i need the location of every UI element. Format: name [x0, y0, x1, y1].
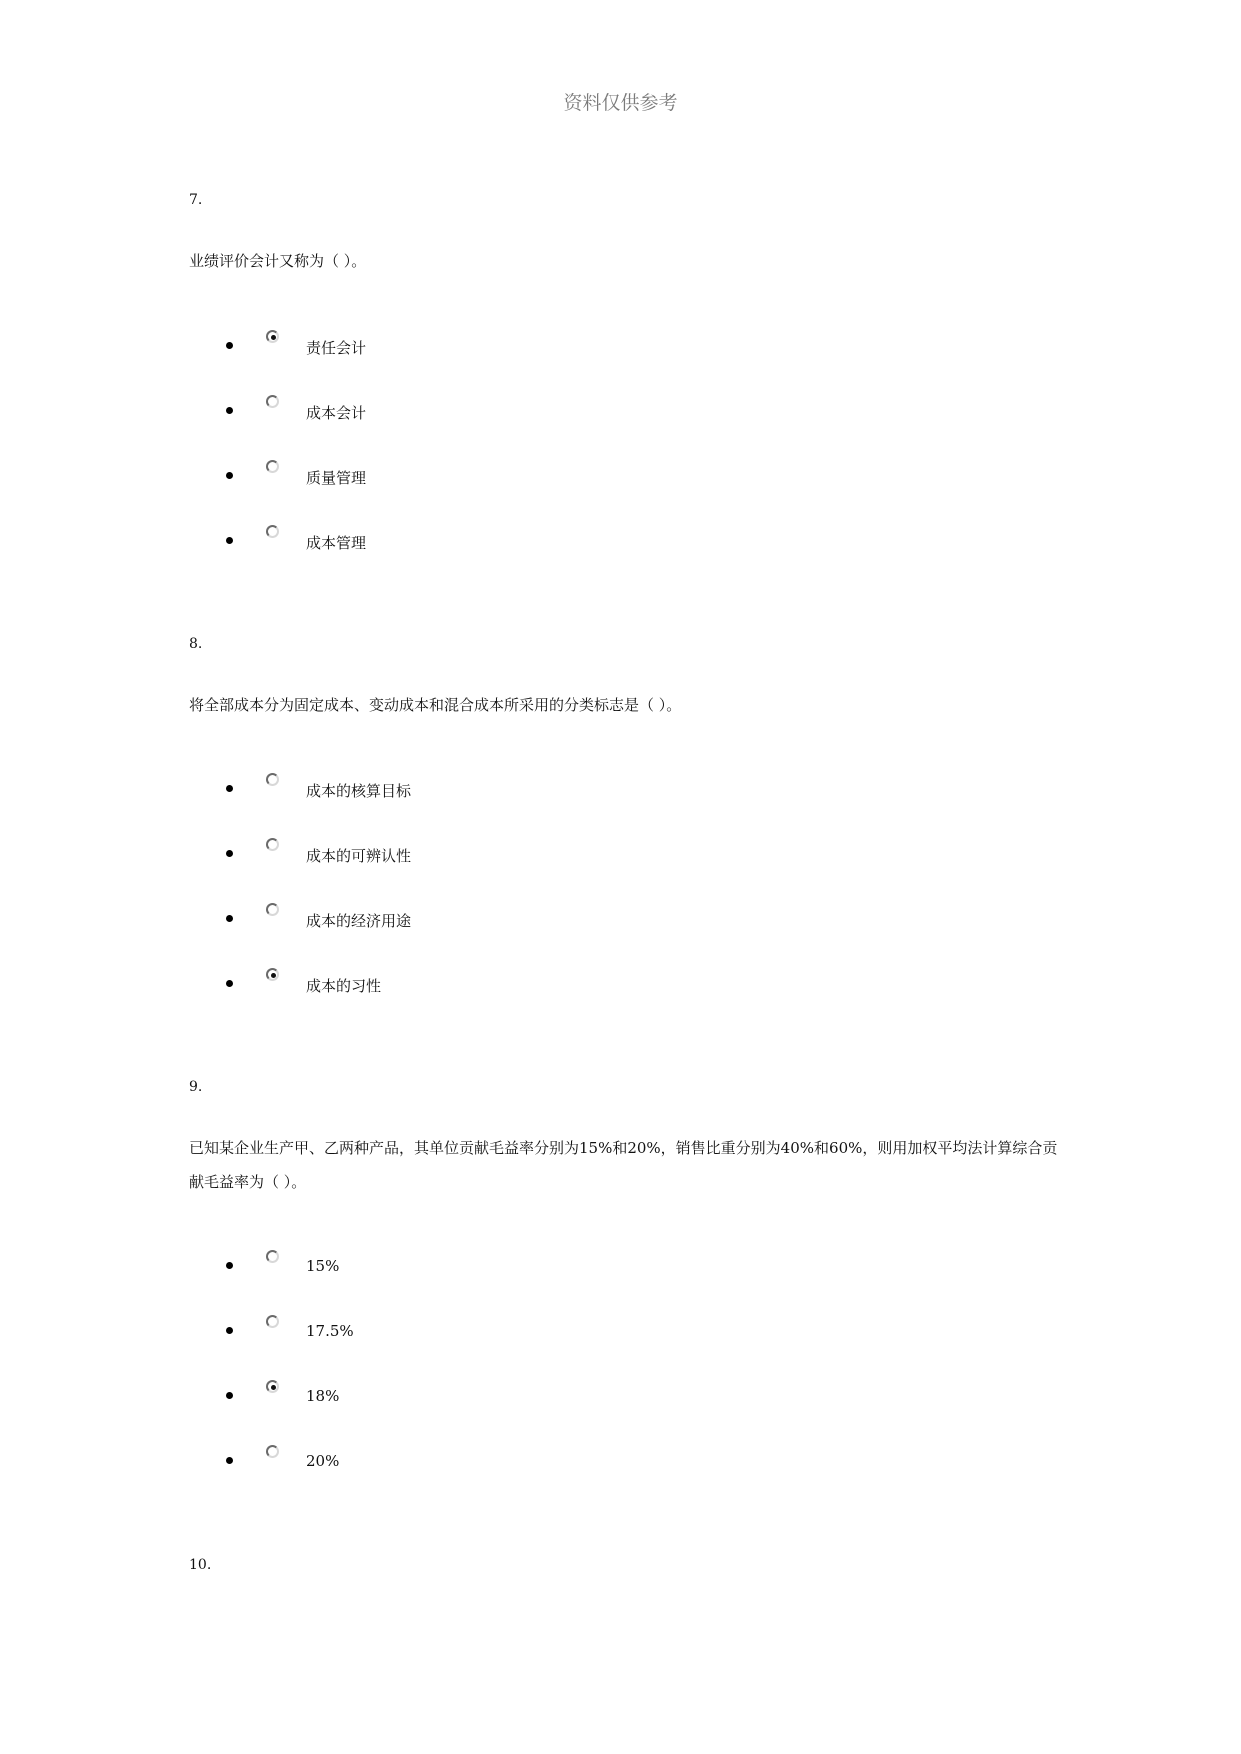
- radio-unchecked-icon[interactable]: [266, 1445, 279, 1458]
- option-label: 成本管理: [306, 534, 367, 552]
- question-8-number: 8.: [189, 636, 203, 652]
- option-label: 成本的核算目标: [306, 782, 412, 800]
- radio-unchecked-icon[interactable]: [266, 838, 279, 851]
- question-8-option-4[interactable]: [218, 968, 718, 998]
- radio-unchecked-icon[interactable]: [266, 903, 279, 916]
- question-8-option-3[interactable]: [218, 903, 718, 933]
- option-label: 17.5%: [306, 1322, 354, 1340]
- option-label: 成本的经济用途: [306, 912, 412, 930]
- bullet-icon: [226, 342, 233, 349]
- question-8-option-1[interactable]: [218, 773, 718, 803]
- bullet-icon: [226, 472, 233, 479]
- radio-checked-icon[interactable]: [266, 1380, 279, 1393]
- bullet-icon: [226, 407, 233, 414]
- bullet-icon: [226, 1262, 233, 1269]
- question-9-text: 已知某企业生产甲、乙两种产品，其单位贡献毛益率分别为15%和20%，销售比重分别为40%和60%，则用加权平均法计算综合贡献毛益率为（ ）。: [189, 1139, 1058, 1191]
- bullet-icon: [226, 980, 233, 987]
- question-9-option-2[interactable]: [218, 1315, 718, 1345]
- bullet-icon: [226, 1457, 233, 1464]
- question-10-number: 10.: [189, 1557, 212, 1573]
- question-8-text: 将全部成本分为固定成本、变动成本和混合成本所采用的分类标志是（ ）。: [189, 696, 682, 714]
- radio-unchecked-icon[interactable]: [266, 460, 279, 473]
- bullet-icon: [226, 1392, 233, 1399]
- option-label: 成本的可辨认性: [306, 847, 412, 865]
- question-9-option-1[interactable]: [218, 1250, 718, 1280]
- radio-unchecked-icon[interactable]: [266, 1250, 279, 1263]
- question-9-number: 9.: [189, 1079, 203, 1095]
- radio-checked-icon[interactable]: [266, 330, 279, 343]
- question-7-option-4[interactable]: [218, 525, 718, 555]
- question-7-number: 7.: [189, 192, 203, 208]
- bullet-icon: [226, 785, 233, 792]
- bullet-icon: [226, 1327, 233, 1334]
- bullet-icon: [226, 537, 233, 544]
- page-header-watermark: 资料仅供参考: [563, 92, 678, 114]
- radio-unchecked-icon[interactable]: [266, 525, 279, 538]
- option-label: 成本会计: [306, 404, 367, 422]
- option-label: 质量管理: [306, 469, 367, 487]
- question-7-option-2[interactable]: [218, 395, 718, 425]
- option-label: 20%: [306, 1452, 340, 1470]
- option-label: 成本的习性: [306, 977, 382, 995]
- option-label: 18%: [306, 1387, 340, 1405]
- question-8-option-2[interactable]: [218, 838, 718, 868]
- question-7-text: 业绩评价会计又称为（ ）。: [189, 252, 367, 270]
- bullet-icon: [226, 915, 233, 922]
- bullet-icon: [226, 850, 233, 857]
- question-7-option-1[interactable]: [218, 330, 718, 360]
- radio-unchecked-icon[interactable]: [266, 773, 279, 786]
- radio-unchecked-icon[interactable]: [266, 1315, 279, 1328]
- question-9-option-3[interactable]: [218, 1380, 718, 1410]
- option-label: 责任会计: [306, 339, 367, 357]
- radio-unchecked-icon[interactable]: [266, 395, 279, 408]
- radio-checked-icon[interactable]: [266, 968, 279, 981]
- option-label: 15%: [306, 1257, 340, 1275]
- question-7-option-3[interactable]: [218, 460, 718, 490]
- question-9-option-4[interactable]: [218, 1445, 718, 1475]
